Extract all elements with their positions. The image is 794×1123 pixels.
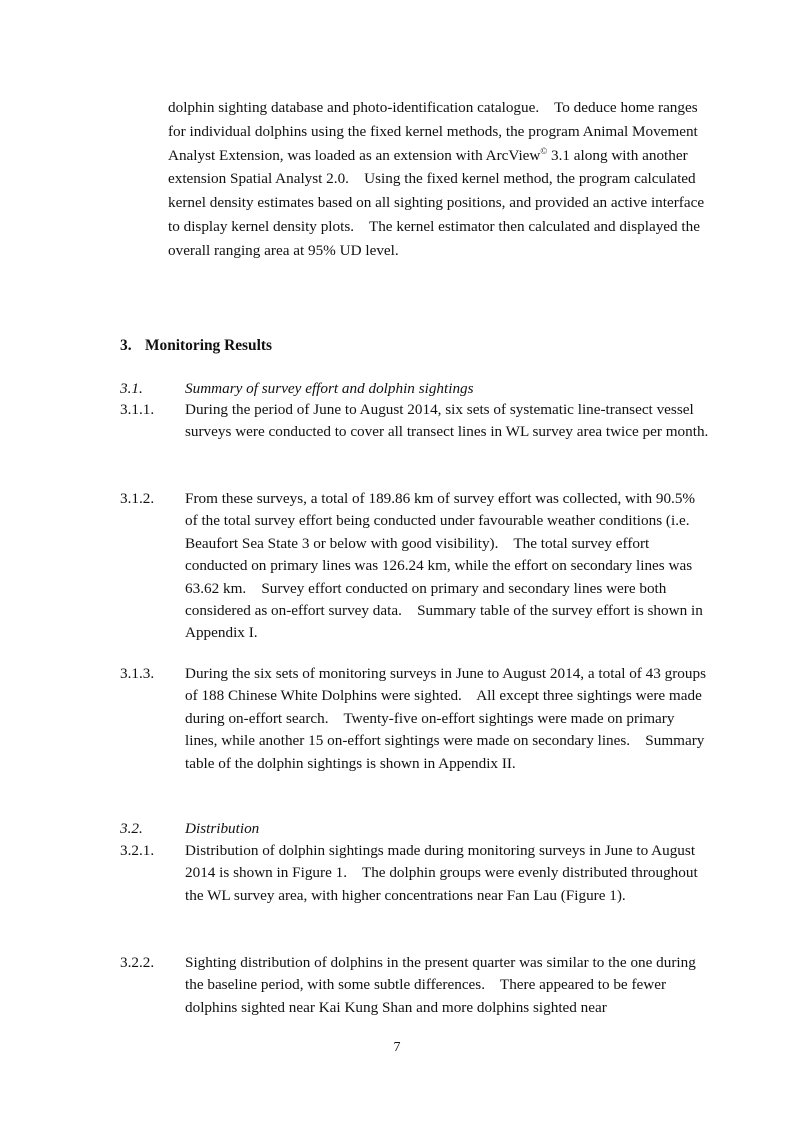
subsection-number: 3.1.: [120, 380, 143, 397]
paragraph-3-1-2: [120, 488, 710, 645]
paragraph-3-1-3: [120, 663, 710, 775]
paragraph-3-2-2: [120, 952, 710, 1019]
paragraph-text: During the six sets of monitoring surveys in June to August 2014, a total of 43 groups of 188 Chinese White Dolphins were sighted. All except three sightings were made during on-effort search. Twenty-five on-effort sightings were made on primary lines, while another 15 on-effort sightings were made on secondary lines. Summary table of the dolphin sightings is shown in Appendix II.: [185, 665, 710, 772]
paragraph-3-1-1: [120, 399, 710, 444]
subsection-number: 3.2.: [120, 820, 143, 837]
section-number: 3.: [120, 337, 132, 354]
intro-text-part1: dolphin sighting database and photo-identification catalogue. To deduce home ranges for individual dolphins using the fixed kernel methods, the program Animal Movement Analyst Extension, was loaded as an extension with ArcView: [168, 99, 702, 164]
paragraph-3-2-1: [120, 840, 710, 907]
subsection-title: Distribution: [185, 820, 260, 837]
copyright-superscript: ©: [540, 145, 548, 156]
paragraph-text: Distribution of dolphin sightings made during monitoring surveys in June to August 2014 is shown in Figure 1. The dolphin groups were evenly distributed throughout the WL survey area, with higher concentrations near Fan Lau (Figure 1).: [185, 842, 702, 904]
paragraph-text: During the period of June to August 2014, six sets of systematic line-transect vessel surveys were conducted to cover all transect lines in WL survey area twice per month.: [185, 401, 709, 441]
paragraph-number: 3.2.2.: [120, 954, 155, 971]
paragraph-number: 3.1.2.: [120, 490, 155, 507]
section-title: Monitoring Results: [145, 337, 272, 354]
intro-text-part2: 3.1 along with another extension Spatial Analyst 2.0. Using the fixed kernel method, the program calculated kernel density estimates based on all sighting positions, and provided an active interface to display kernel density plots. The kernel estimator then calculated and displayed the overall ranging area at 95% UD level.: [168, 146, 708, 259]
intro-paragraph: [168, 96, 708, 263]
paragraph-text: From these surveys, a total of 189.86 km of survey effort was collected, with 90.5% of the total survey effort being conducted under favourable weather conditions (i.e. Beaufort Sea State 3 or below with good visibility). The total survey effort conducted on primary lines was 126.24 km, while the effort on secondary lines was 63.62 km. Survey effort conducted on primary and secondary lines were both considered as on-effort survey data. Summary table of the survey effort is shown in Appendix I.: [185, 490, 706, 642]
paragraph-number: 3.1.3.: [120, 665, 155, 682]
paragraph-number: 3.1.1.: [120, 401, 155, 418]
page-number: 7: [393, 1040, 401, 1055]
subsection-title: Summary of survey effort and dolphin sightings: [185, 380, 474, 397]
section-heading-monitoring-results: [120, 334, 272, 358]
paragraph-number: 3.2.1.: [120, 842, 155, 859]
paragraph-text: Sighting distribution of dolphins in the present quarter was similar to the one during the baseline period, with some subtle differences. There appeared to be fewer dolphins sighted near Kai Kung Shan and more dolphins sighted near: [185, 954, 700, 1016]
